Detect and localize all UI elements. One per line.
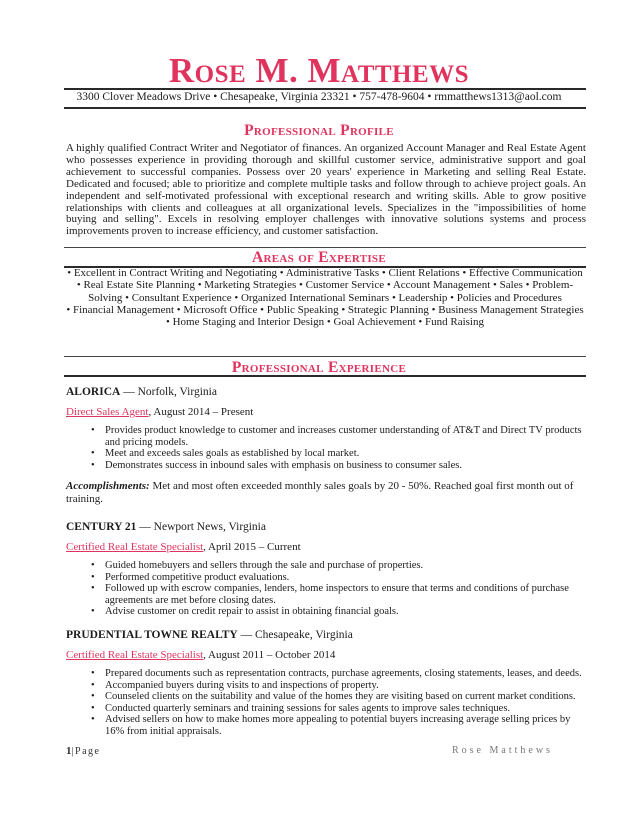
job-dates: , April 2015 – Current bbox=[203, 541, 301, 553]
page-number-value: 1 bbox=[66, 745, 72, 757]
expertise-top-rule bbox=[64, 247, 586, 248]
employer-line bbox=[66, 628, 586, 642]
expertise-line: • Home Staging and Interior Design • Goal Achievement • Fund Raising bbox=[166, 316, 484, 329]
duty-item: • Demonstrates success in inbound sales with emphasis on business to consumer sales. bbox=[105, 460, 586, 472]
page-number bbox=[66, 745, 100, 757]
job-duties bbox=[66, 668, 586, 737]
expertise-line: • Excellent in Contract Writing and Negotiating • Administrative Tasks • Client Relations • Effective Communication bbox=[67, 267, 583, 279]
duty-item: • Guided homebuyers and sellers through the sale and purchase of properties. bbox=[105, 560, 586, 572]
employer-line bbox=[66, 520, 586, 534]
profile-text: A highly qualified Contract Writer and Negotiator of finances. An organized Account Manager and Real Estate Agent who possesses experience in providing thorough and skillful customer service, administrative support and goal achievement to successful companies. Possess over 20 years' experience in Marketing and selling Real Estate. Dedicated and focused; able to prioritize and complete multiple tasks and follow through to achieve project goals. An independent and self-motivated professional with exceptional research and writing skills. Able to grow positive relationships with clients and colleagues at all organizational levels. Specializes in the "impossibilities of home buying and selling". Excels in resolving employer challenges with innovative solutions systems and process improvements proven to increase efficiency, and customer satisfaction. bbox=[66, 142, 586, 238]
role-line bbox=[66, 405, 586, 419]
job-title: Direct Sales Agent bbox=[66, 406, 149, 418]
accomplishments-text: Met and most often exceeded monthly sales goals by 20 - 50%. Reached goal first month out of training. bbox=[66, 480, 574, 505]
employer-name: CENTURY 21 bbox=[66, 521, 137, 533]
duty-item: • Followed up with escrow companies, lenders, home inspectors to ensure that terms and conditions of purchase agreements are met before closing dates. bbox=[105, 583, 586, 606]
accomplishments bbox=[66, 480, 586, 505]
job-entry-prudential bbox=[66, 628, 586, 737]
job-duties bbox=[66, 560, 586, 618]
employer-location: — Norfolk, Virginia bbox=[120, 386, 217, 398]
role-line bbox=[66, 540, 586, 554]
experience-bottom-rule bbox=[64, 375, 586, 377]
duty-item: • Prepared documents such as representation contracts, purchase agreements, closing statements, leases, and deeds. bbox=[105, 668, 586, 680]
duty-item: • Accompanied buyers during visits to and inspections of property. bbox=[105, 680, 586, 692]
job-entry-century21 bbox=[66, 520, 586, 618]
header-bottom-rule bbox=[64, 107, 586, 109]
candidate-name: Rose M. Matthews bbox=[168, 51, 470, 90]
employer-location: — Newport News, Virginia bbox=[136, 521, 266, 533]
contact-info: 3300 Clover Meadows Drive • Chesapeake, Virginia 23321 • 757-478-9604 • rmmatthews1313@aol.com bbox=[76, 91, 562, 103]
job-dates: , August 2011 – October 2014 bbox=[203, 649, 336, 661]
expertise-list bbox=[58, 267, 592, 328]
employer-line bbox=[66, 385, 586, 399]
expertise-heading: Areas of Expertise bbox=[252, 249, 386, 266]
duty-item: • Conducted quarterly seminars and training sessions for sales agents to improve sales techniques. bbox=[105, 703, 586, 715]
job-dates: , August 2014 – Present bbox=[148, 406, 254, 418]
duty-item: • Performed competitive product evaluations. bbox=[105, 572, 586, 584]
role-line bbox=[66, 648, 586, 662]
profile-heading: Professional Profile bbox=[244, 122, 394, 139]
accomplishments-label: Accomplishments: bbox=[66, 480, 150, 492]
duty-item: • Provides product knowledge to customer and increases customer understanding of AT&T and Direct TV products and pricing models. bbox=[105, 425, 586, 448]
job-duties bbox=[66, 425, 586, 471]
duty-item: • Advise customer on credit repair to assist in obtaining financial goals. bbox=[105, 606, 586, 618]
job-entry-alorica bbox=[66, 385, 586, 505]
employer-location: — Chesapeake, Virginia bbox=[237, 629, 353, 641]
page-label: |Page bbox=[71, 746, 101, 757]
expertise-line: Solving • Consultant Experience • Organized International Seminars • Leadership • Policies and Procedures bbox=[88, 291, 562, 304]
expertise-line: • Real Estate Site Planning • Marketing Strategies • Customer Service • Account Management • Sales • Problem- bbox=[76, 279, 574, 292]
job-title: Certified Real Estate Specialist bbox=[66, 649, 204, 661]
expertise-line: • Financial Management • Microsoft Office • Public Speaking • Strategic Planning • Business Management Strategies bbox=[66, 303, 584, 316]
duty-item: • Advised sellers on how to make homes more appealing to potential buyers increasing average selling prices by 16% from initial appraisals. bbox=[105, 714, 586, 737]
job-title: Certified Real Estate Specialist bbox=[66, 541, 204, 553]
experience-heading: Professional Experience bbox=[231, 359, 407, 376]
employer-name: PRUDENTIAL TOWNE REALTY bbox=[66, 629, 238, 641]
footer-name: Rose Matthews bbox=[452, 745, 553, 756]
duty-item: • Counseled clients on the suitability and value of the homes they are visiting based on current market conditions. bbox=[105, 691, 586, 703]
experience-top-rule bbox=[64, 356, 586, 357]
duty-item: • Meet and exceeds sales goals as established by local market. bbox=[105, 448, 586, 460]
employer-name: ALORICA bbox=[66, 386, 121, 398]
